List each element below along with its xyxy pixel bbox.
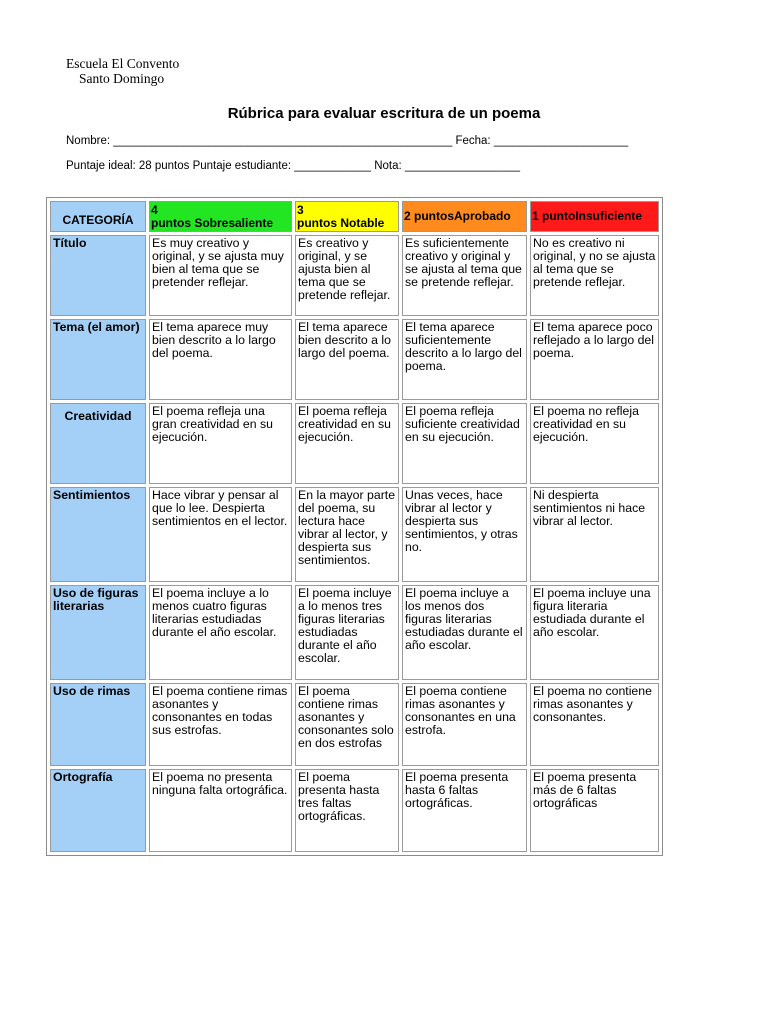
category-cell: Tema (el amor) (50, 319, 146, 400)
criterion-cell-2: El poema presenta hasta 6 faltas ortográficas. (402, 769, 527, 852)
criterion-cell-2: El tema aparece suficientemente descrito a lo largo del poema. (402, 319, 527, 400)
rubric-table (46, 197, 663, 856)
header-2-puntos: 2 puntosAprobado (402, 201, 527, 232)
criterion-cell-2: El poema refleja suficiente creatividad en su ejecución. (402, 403, 527, 484)
header-3-puntos (295, 201, 399, 232)
header-4-puntos (149, 201, 292, 232)
table-row (50, 235, 659, 316)
header-3-label: puntos Notable (297, 215, 385, 230)
table-row (50, 319, 659, 400)
header-row (50, 201, 659, 232)
criterion-cell-1: El poema no refleja creatividad en su ejecución. (530, 403, 659, 484)
criterion-cell-4: El poema incluye a lo menos cuatro figuras literarias estudiadas durante el año escolar. (149, 585, 292, 680)
category-cell: Título (50, 235, 146, 316)
criterion-cell-3: Es creativo y original, y se ajusta bien al tema que se pretende reflejar. (295, 235, 399, 316)
criterion-cell-4: El poema refleja una gran creatividad en su ejecución. (149, 403, 292, 484)
criterion-cell-4: Es muy creativo y original, y se ajusta muy bien al tema que se pretender reflejar. (149, 235, 292, 316)
table-row (50, 769, 659, 852)
category-cell: Uso de rimas (50, 683, 146, 766)
header-category: CATEGORÍA (50, 201, 146, 232)
criterion-cell-1: El poema incluye una figura literaria estudiada durante el año escolar. (530, 585, 659, 680)
criterion-cell-1: El tema aparece poco reflejado a lo largo del poema. (530, 319, 659, 400)
category-cell: Sentimientos (50, 487, 146, 582)
criterion-cell-3: El poema contiene rimas asonantes y consonantes solo en dos estrofas (295, 683, 399, 766)
criterion-cell-4: Hace vibrar y pensar al que lo lee. Despierta sentimientos en el lector. (149, 487, 292, 582)
criterion-cell-3: El tema aparece bien descrito a lo largo del poema. (295, 319, 399, 400)
header-1-punto: 1 puntoInsuficiente (530, 201, 659, 232)
criterion-cell-1: No es creativo ni original, y no se ajusta al tema que se pretende reflejar. (530, 235, 659, 316)
criterion-cell-1: El poema presenta más de 6 faltas ortográficas (530, 769, 659, 852)
criterion-cell-3: El poema refleja creatividad en su ejecución. (295, 403, 399, 484)
criterion-cell-2: El poema incluye a los menos dos figuras literarias estudiadas durante el año escolar. (402, 585, 527, 680)
criterion-cell-2: El poema contiene rimas asonantes y consonantes en una estrofa. (402, 683, 527, 766)
table-row (50, 683, 659, 766)
score-line: Puntaje ideal: 28 puntos Puntaje estudiante: ____________ Nota: __________________ (66, 160, 521, 172)
criterion-cell-2: Es suficientemente creativo y original y se ajusta al tema que se pretende reflejar. (402, 235, 527, 316)
document-title: Rúbrica para evaluar escritura de un poema (227, 105, 541, 122)
category-cell: Creatividad (50, 403, 146, 484)
table-row (50, 403, 659, 484)
header-4-label: puntos Sobresaliente (151, 215, 274, 230)
criterion-cell-1: El poema no contiene rimas asonantes y consonantes. (530, 683, 659, 766)
criterion-cell-3: El poema incluye a lo menos tres figuras literarias estudiadas durante el año escolar. (295, 585, 399, 680)
criterion-cell-4: El poema no presenta ninguna falta ortográfica. (149, 769, 292, 852)
criterion-cell-1: Ni despierta sentimientos ni hace vibrar al lector. (530, 487, 659, 582)
table-row (50, 487, 659, 582)
school-location-line: Santo Domingo (79, 70, 165, 86)
name-date-line: Nombre: _____________________________________________________ Fecha: _____________________ (66, 135, 629, 147)
school-name (66, 57, 179, 86)
school-name-line: Escuela El Convento (66, 56, 180, 71)
header-4-number: 4 (151, 202, 158, 217)
category-cell: Ortografía (50, 769, 146, 852)
header-3-number: 3 (297, 202, 304, 217)
table-row (50, 585, 659, 680)
criterion-cell-4: El tema aparece muy bien descrito a lo largo del poema. (149, 319, 292, 400)
criterion-cell-4: El poema contiene rimas asonantes y consonantes en todas sus estrofas. (149, 683, 292, 766)
criterion-cell-2: Unas veces, hace vibrar al lector y despierta sus sentimientos, y otras no. (402, 487, 527, 582)
criterion-cell-3: El poema presenta hasta tres faltas ortográficas. (295, 769, 399, 852)
category-cell: Uso de figuras literarias (50, 585, 146, 680)
criterion-cell-3: En la mayor parte del poema, su lectura hace vibrar al lector, y despierta sus sentimientos. (295, 487, 399, 582)
